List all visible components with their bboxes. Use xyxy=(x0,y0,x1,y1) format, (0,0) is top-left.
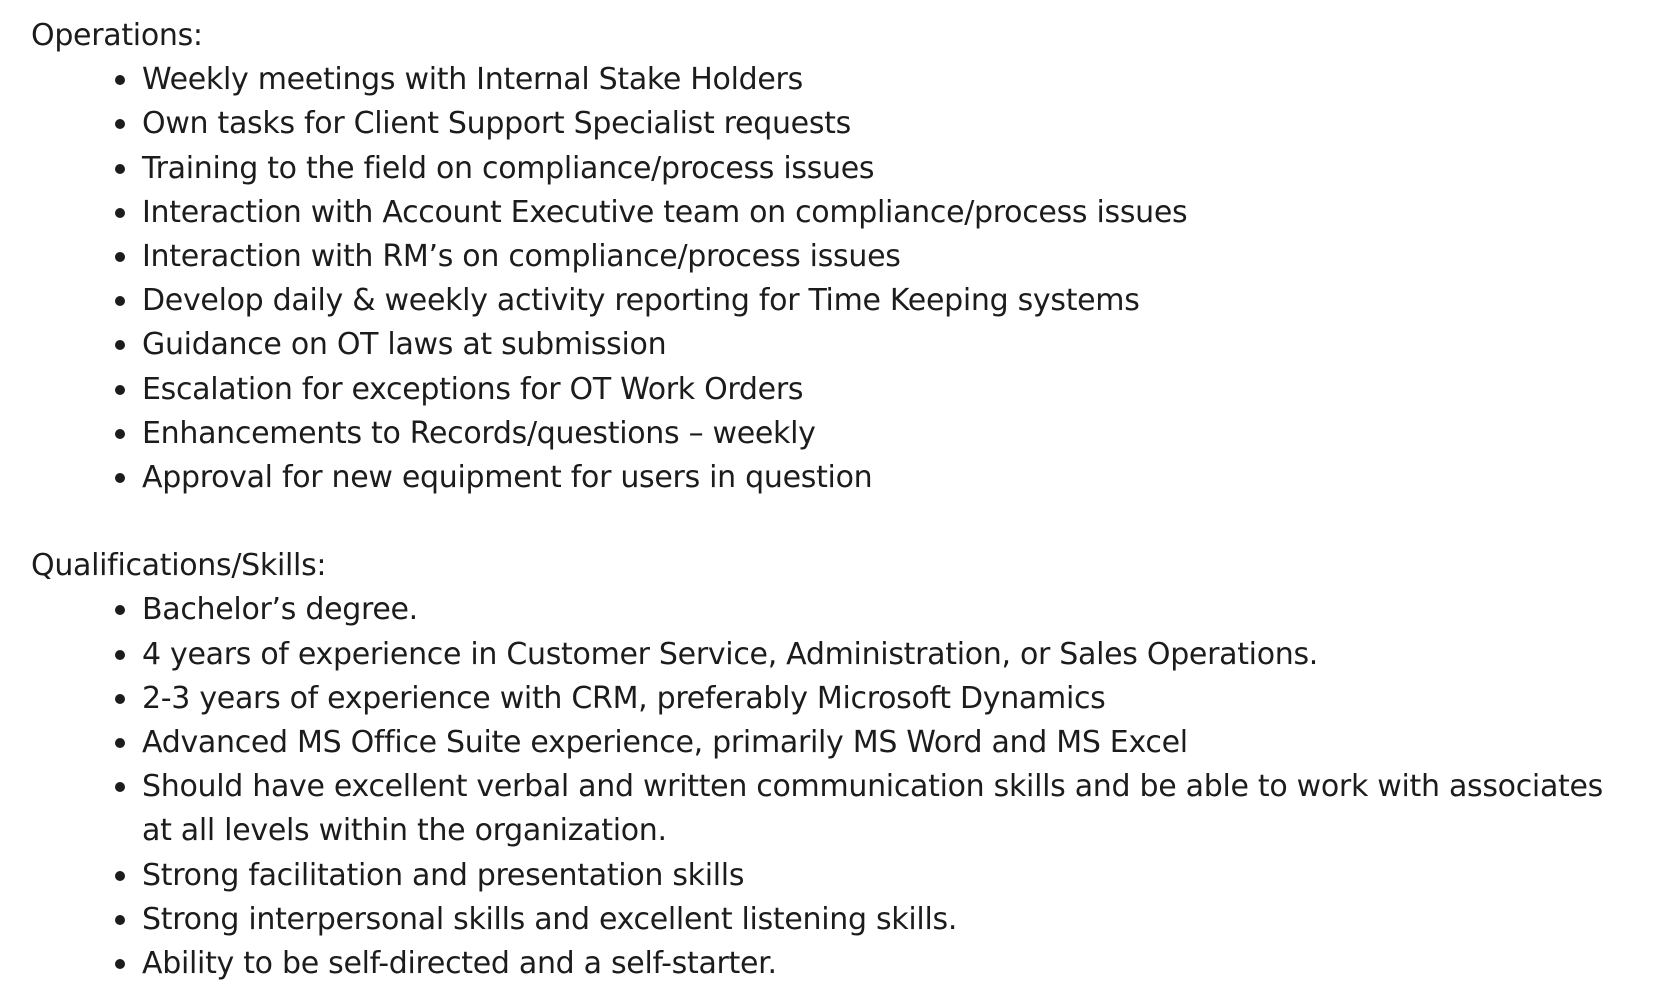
bullet-icon xyxy=(115,429,125,439)
bullet-icon xyxy=(115,915,125,925)
list-item xyxy=(142,147,1641,191)
bullet-icon xyxy=(115,959,125,969)
list-item-text: Escalation for exceptions for OT Work Orders xyxy=(142,371,804,407)
list-item-text: Advanced MS Office Suite experience, primarily MS Word and MS Excel xyxy=(142,725,1188,761)
list-item xyxy=(142,191,1641,235)
list-item-text: Bachelor’s degree. xyxy=(142,592,418,628)
list-item-text: Ability to be self-directed and a self-starter. xyxy=(142,946,777,982)
list-item-text: Training to the field on compliance/process issues xyxy=(142,150,875,186)
list-item-text: 2-3 years of experience with CRM, preferably Microsoft Dynamics xyxy=(142,680,1106,716)
list-item-text: Should have excellent verbal and written communication skills and be able to work with associates at all levels within the organization. xyxy=(142,769,1603,849)
list-item-text: Interaction with Account Executive team on compliance/process issues xyxy=(142,194,1188,230)
list-item xyxy=(142,588,1641,632)
section-spacer xyxy=(31,500,1641,544)
list-item-text: 4 years of experience in Customer Service, Administration, or Sales Operations. xyxy=(142,636,1319,672)
list-item-text: Strong facilitation and presentation skills xyxy=(142,857,745,893)
qualifications-heading: Qualifications/Skills: xyxy=(31,548,327,584)
operations-list xyxy=(31,58,1641,500)
list-item xyxy=(142,323,1641,367)
list-item-text: Enhancements to Records/questions – weekly xyxy=(142,415,816,451)
bullet-icon xyxy=(115,119,125,129)
list-item xyxy=(142,633,1641,677)
bullet-icon xyxy=(115,385,125,395)
qualifications-section xyxy=(31,544,1641,986)
qualifications-list xyxy=(31,588,1641,986)
list-item-text: Develop daily & weekly activity reporting for Time Keeping systems xyxy=(142,283,1140,319)
list-item-text: Approval for new equipment for users in question xyxy=(142,460,873,496)
list-item-text: Strong interpersonal skills and excellent listening skills. xyxy=(142,901,958,937)
list-item xyxy=(142,412,1641,456)
bullet-icon xyxy=(115,252,125,262)
bullet-icon xyxy=(115,75,125,85)
bullet-icon xyxy=(115,164,125,174)
list-item xyxy=(142,677,1641,721)
bullet-icon xyxy=(115,650,125,660)
operations-section xyxy=(31,14,1641,500)
bullet-icon xyxy=(115,473,125,483)
bullet-icon xyxy=(115,738,125,748)
list-item xyxy=(142,854,1641,898)
document-body xyxy=(31,14,1641,986)
list-item-text: Interaction with RM’s on compliance/process issues xyxy=(142,239,901,275)
list-item xyxy=(142,456,1641,500)
bullet-icon xyxy=(115,296,125,306)
list-item-text: Guidance on OT laws at submission xyxy=(142,327,667,363)
list-item xyxy=(142,721,1641,765)
bullet-icon xyxy=(115,340,125,350)
list-item xyxy=(142,279,1641,323)
list-item xyxy=(142,898,1641,942)
list-item-text: Own tasks for Client Support Specialist requests xyxy=(142,106,851,142)
bullet-icon xyxy=(115,782,125,792)
list-item xyxy=(142,58,1641,102)
list-item xyxy=(142,765,1641,853)
list-item xyxy=(142,235,1641,279)
operations-heading: Operations: xyxy=(31,18,203,53)
list-item xyxy=(142,368,1641,412)
list-item-text: Weekly meetings with Internal Stake Holders xyxy=(142,62,803,98)
bullet-icon xyxy=(115,605,125,615)
bullet-icon xyxy=(115,694,125,704)
bullet-icon xyxy=(115,871,125,881)
list-item xyxy=(142,942,1641,986)
list-item xyxy=(142,102,1641,146)
bullet-icon xyxy=(115,208,125,218)
